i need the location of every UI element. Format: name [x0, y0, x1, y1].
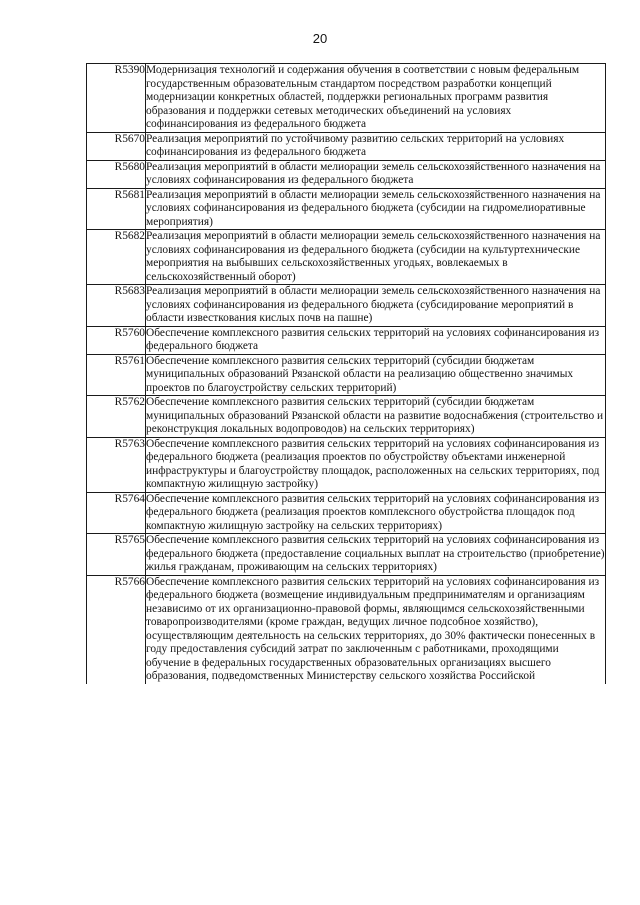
row-description: Обеспечение комплексного развития сельских территорий на условиях софинансирования из федерального бюджета	[146, 326, 606, 354]
row-code: R5763	[87, 437, 146, 492]
row-code: R5761	[87, 354, 146, 396]
row-description: Обеспечение комплексного развития сельских территорий на условиях софинансирования из федерального бюджета (возмещение индивидуальным предпринимателям и организациям независимо от их организационно-правовой формы, являющимся сельскохозяйственными товаропроизводителями (кроме граждан, ведущих личное подсобное хозяйство), осуществляющим деятельность на сельских территориях, до 30% фактически понесенных в году предоставления субсидий затрат по заключенным с работниками, проходящими обучение в федеральных государственных образовательных организациях высшего образования, подведомственных Министерству сельского хозяйства Российской	[146, 575, 606, 684]
row-code: R5682	[87, 230, 146, 285]
row-description: Реализация мероприятий в области мелиорации земель сельскохозяйственного назначения на условиях софинансирования из федерального бюджета (субсидии на гидромелиоративные мероприятия)	[146, 188, 606, 230]
row-description: Модернизация технологий и содержания обучения в соответствии с новым федеральным государственным образовательным стандартом посредством разработки концепций модернизации конкретных областей, поддержки региональных программ развития образования и поддержки сетевых методических объединений на условиях софинансирования из федерального бюджета	[146, 64, 606, 133]
row-description: Реализация мероприятий по устойчивому развитию сельских территорий на условиях софинансирования из федерального бюджета	[146, 132, 606, 160]
table-row	[87, 230, 606, 285]
row-code: R5760	[87, 326, 146, 354]
row-code: R5670	[87, 132, 146, 160]
table-row	[87, 492, 606, 534]
table-row	[87, 64, 606, 133]
row-code: R5762	[87, 396, 146, 438]
row-description: Обеспечение комплексного развития сельских территорий на условиях софинансирования из федерального бюджета (реализация проектов комплексного обустройства площадок под компактную жилищную застройку на сельских территориях)	[146, 492, 606, 534]
table-row	[87, 188, 606, 230]
row-description: Обеспечение комплексного развития сельских территорий (субсидии бюджетам муниципальных образований Рязанской области на реализацию общественно значимых проектов по благоустройству сельских территорий)	[146, 354, 606, 396]
row-code: R5764	[87, 492, 146, 534]
row-code: R5766	[87, 575, 146, 684]
row-code: R5680	[87, 160, 146, 188]
row-code: R5681	[87, 188, 146, 230]
row-description: Реализация мероприятий в области мелиорации земель сельскохозяйственного назначения на условиях софинансирования из федерального бюджета	[146, 160, 606, 188]
table-row	[87, 575, 606, 684]
table-row	[87, 354, 606, 396]
row-description: Реализация мероприятий в области мелиорации земель сельскохозяйственного назначения на условиях софинансирования из федерального бюджета (субсидии на культуртехнические мероприятия на выбывших сельскохозяйственных угодьях, вовлекаемых в сельскохозяйственный оборот)	[146, 230, 606, 285]
row-description: Обеспечение комплексного развития сельских территорий (субсидии бюджетам муниципальных образований Рязанской области на развитие водоснабжения (строительство и реконструкция локальных водопроводов) на сельских территориях)	[146, 396, 606, 438]
table-row	[87, 160, 606, 188]
row-description: Обеспечение комплексного развития сельских территорий на условиях софинансирования из федерального бюджета (предоставление социальных выплат на строительство (приобретение) жилья гражданам, проживающим на сельских территориях)	[146, 534, 605, 573]
budget-codes-table	[86, 63, 606, 684]
table-row	[87, 326, 606, 354]
row-description: Реализация мероприятий в области мелиорации земель сельскохозяйственного назначения на условиях софинансирования из федерального бюджета (субсидирование мероприятий в области известкования кислых почв на пашне)	[146, 285, 606, 327]
table-row	[87, 396, 606, 438]
row-code: R5765	[87, 534, 146, 576]
page-number: 20	[312, 31, 328, 46]
table-row	[87, 132, 606, 160]
row-code: R5683	[87, 285, 146, 327]
table-row	[87, 534, 606, 576]
table-row	[87, 285, 606, 327]
row-code: R5390	[87, 64, 146, 133]
row-description: Обеспечение комплексного развития сельских территорий на условиях софинансирования из федерального бюджета (реализация проектов по обустройству объектами инженерной инфраструктуры и благоустройству площадок, расположенных на сельских территориях, под компактную жилищную застройку)	[146, 437, 606, 492]
table-row	[87, 437, 606, 492]
